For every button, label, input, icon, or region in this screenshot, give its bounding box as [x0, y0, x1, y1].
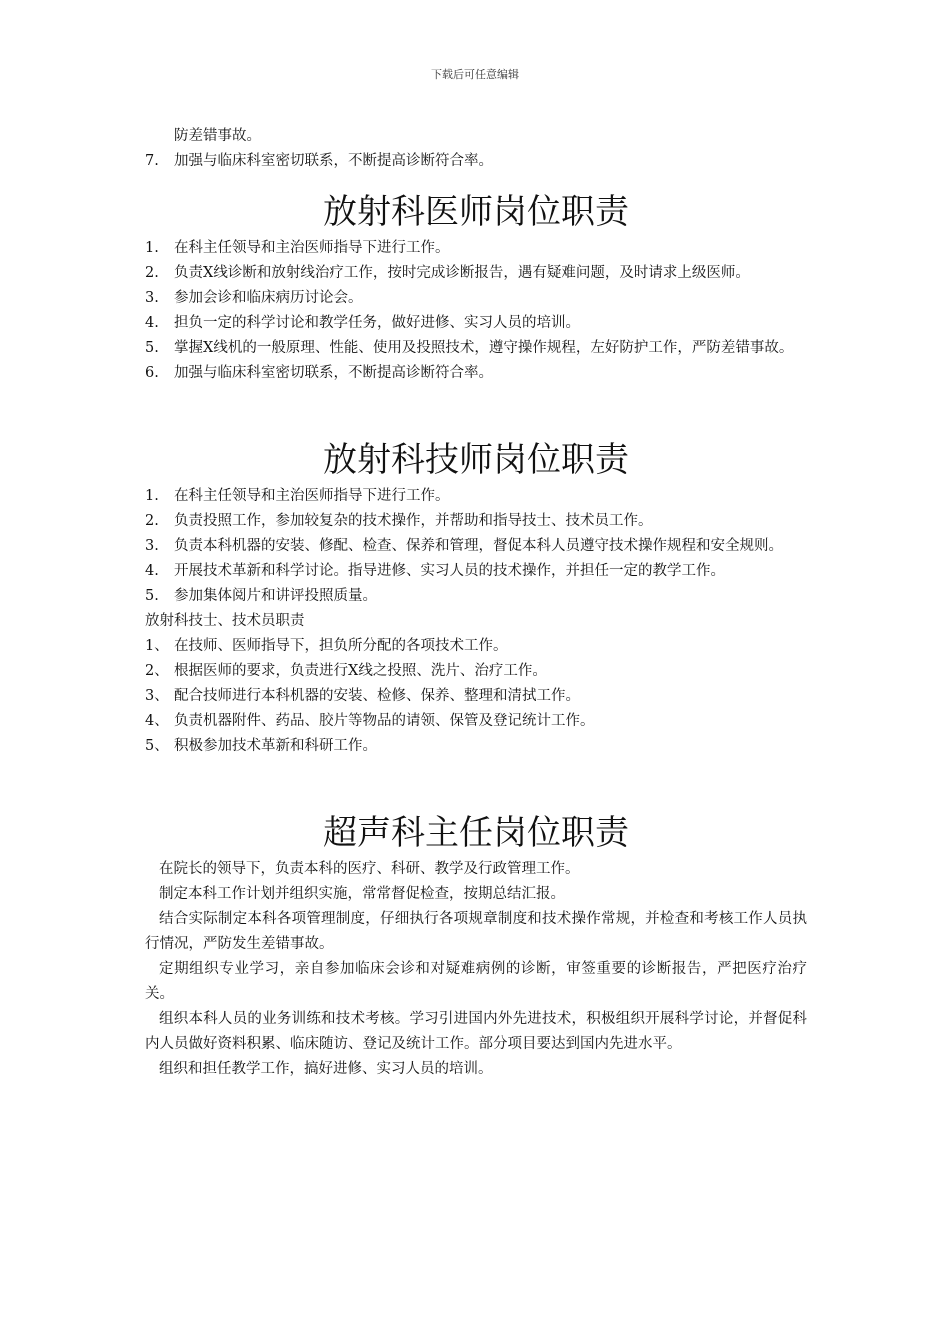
list-item-number: 3. [145, 538, 159, 554]
technician-list [145, 634, 807, 759]
list-item [145, 734, 807, 759]
list-item-text: 参加会诊和临床病历讨论会。 [174, 290, 363, 306]
list-item-number: 5. [145, 340, 159, 356]
list-item-number: 4、 [145, 713, 169, 729]
list-item [145, 709, 807, 734]
list-item [145, 149, 807, 174]
section-title-ultrasound-director: 超声科主任岗位职责 [323, 813, 629, 853]
list-item [145, 634, 807, 659]
list-item-number: 2. [145, 265, 159, 281]
list-item-number: 2、 [145, 663, 169, 679]
list-item [145, 559, 807, 584]
list-item-number: 3、 [145, 688, 169, 704]
list-item-text: 参加集体阅片和讲评投照质量。 [174, 588, 377, 604]
list-item [145, 361, 807, 386]
list-item-text: 配合技师进行本科机器的安装、检修、保养、整理和清拭工作。 [174, 688, 580, 704]
list-item [145, 684, 807, 709]
list-item-number: 6. [145, 365, 159, 381]
list-item-text: 负责投照工作，参加较复杂的技术操作，并帮助和指导技士、技术员工作。 [174, 513, 653, 529]
list-item-text: 加强与临床科室密切联系，不断提高诊断符合率。 [174, 153, 493, 169]
list-item-number: 4. [145, 315, 159, 331]
list-item-text: 加强与临床科室密切联系，不断提高诊断符合率。 [174, 365, 493, 381]
list-item-number: 1. [145, 240, 159, 256]
list-item-number: 2. [145, 513, 159, 529]
ultrasound-director-paragraphs [145, 857, 807, 1082]
list-item-text: 根据医师的要求，负责进行X线之投照、洗片、治疗工作。 [174, 663, 547, 679]
list-item-number: 4. [145, 563, 159, 579]
paragraph: 定期组织专业学习，亲自参加临床会诊和对疑难病例的诊断，审签重要的诊断报告，严把医疗治疗关。 [145, 961, 807, 1002]
list-item [145, 236, 807, 261]
list-item [145, 286, 807, 311]
section-title-radiology-physician: 放射科医师岗位职责 [323, 192, 629, 232]
list-item-number: 5、 [145, 738, 169, 754]
list-item-number: 5. [145, 588, 159, 604]
radiology-technologist-list [145, 484, 807, 609]
list-item [145, 311, 807, 336]
list-item-number: 1. [145, 488, 159, 504]
continued-text: 防差错事故。 [174, 128, 261, 144]
radiology-physician-list [145, 236, 807, 386]
list-item-number: 1、 [145, 638, 169, 654]
list-item [145, 534, 807, 559]
list-item [145, 261, 807, 286]
list-item [145, 659, 807, 684]
list-item-text: 担负一定的科学讨论和教学任务，做好进修、实习人员的培训。 [174, 315, 580, 331]
list-item-text: 负责本科机器的安装、修配、检查、保养和管理，督促本科人员遵守技术操作规程和安全规则。 [174, 538, 783, 554]
paragraph: 在院长的领导下，负责本科的医疗、科研、教学及行政管理工作。 [159, 861, 580, 877]
list-item-text: 掌握X线机的一般原理、性能、使用及投照技术，遵守操作规程，左好防护工作，严防差错事故。 [174, 340, 794, 356]
list-item-text: 负责X线诊断和放射线治疗工作，按时完成诊断报告，遇有疑难问题，及时请求上级医师。 [174, 265, 750, 281]
list-item-text: 在技师、医师指导下，担负所分配的各项技术工作。 [174, 638, 508, 654]
list-item-number: 7. [145, 153, 159, 169]
list-item-text: 积极参加技术革新和科研工作。 [174, 738, 377, 754]
document-body [145, 124, 807, 1082]
list-item [145, 336, 807, 361]
section-title-radiology-technologist: 放射科技师岗位职责 [323, 440, 629, 480]
list-item [145, 509, 807, 534]
list-item-text: 在科主任领导和主治医师指导下进行工作。 [174, 488, 450, 504]
list-item [145, 484, 807, 509]
subheading-technician-duties: 放射科技士、技术员职责 [145, 613, 305, 629]
paragraph: 制定本科工作计划并组织实施，常常督促检查，按期总结汇报。 [159, 886, 565, 902]
list-item [145, 584, 807, 609]
paragraph: 组织和担任教学工作，搞好进修、实习人员的培训。 [159, 1061, 493, 1077]
list-item-number: 3. [145, 290, 159, 306]
paragraph: 结合实际制定本科各项管理制度，仔细执行各项规章制度和技术操作常规，并检查和考核工作人员执行情况，严防发生差错事故。 [145, 911, 807, 952]
paragraph: 组织本科人员的业务训练和技术考核。学习引进国内外先进技术，积极组织开展科学讨论，并督促科内人员做好资料积累、临床随访、登记及统计工作。部分项目要达到国内先进水平。 [145, 1011, 807, 1052]
list-item-text: 开展技术革新和科学讨论。指导进修、实习人员的技术操作，并担任一定的教学工作。 [174, 563, 725, 579]
list-item-text: 在科主任领导和主治医师指导下进行工作。 [174, 240, 450, 256]
page-header: 下载后可任意编辑 [431, 68, 519, 81]
list-item-text: 负责机器附件、药品、胶片等物品的请领、保管及登记统计工作。 [174, 713, 595, 729]
